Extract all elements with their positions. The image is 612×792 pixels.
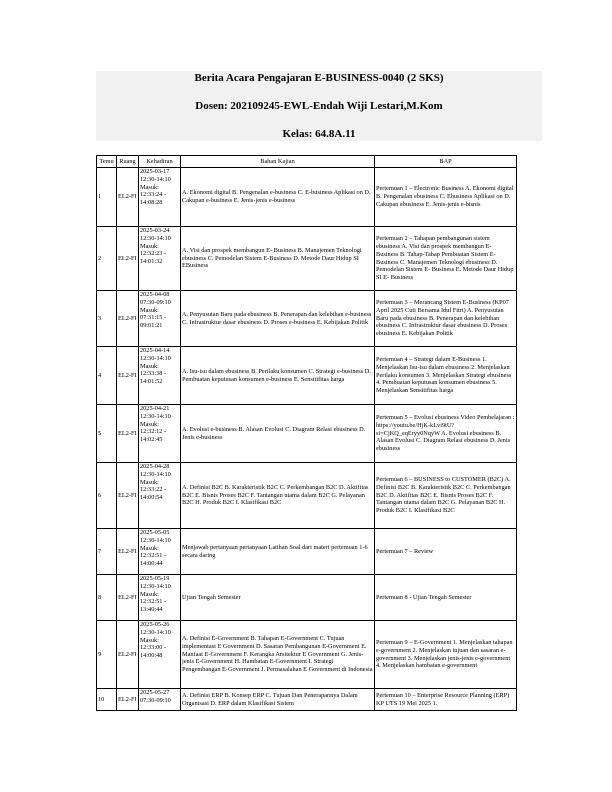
attendance-masuk-time: 12:33:00 - 14:00:48 bbox=[140, 644, 167, 660]
attendance-masuk-time: 12:32:51 - 14:00:44 bbox=[140, 552, 167, 568]
attendance-date: 2025-05-26 bbox=[140, 621, 170, 628]
document-title: Berita Acara Pengajaran E-BUSINESS-0040 (2 SKS) bbox=[194, 72, 444, 84]
attendance-date: 2025-04-08 bbox=[140, 291, 170, 298]
cell-attendance bbox=[139, 463, 181, 529]
table-header-row bbox=[97, 156, 517, 168]
attendance-masuk-label: Masuk: bbox=[140, 590, 159, 598]
attendance-date: 2025-05-19 bbox=[140, 575, 170, 582]
cell-room: EL2-FI bbox=[117, 575, 139, 621]
cell-room: EL2-FI bbox=[117, 529, 139, 575]
cell-meeting-number: 5 bbox=[97, 405, 117, 463]
table-row bbox=[97, 168, 517, 227]
cell-bap: Pertemuan 9 – E-Government 1. Menjelaskan tahapan e-government 2. Menjelaskan tujuan dan sasaran e-government 3. Menjelaskan jenis-jenis e-government 4. Menjelaskan hambatan e-government bbox=[375, 621, 517, 689]
attendance-schedule: 07:30-09:10 bbox=[140, 298, 171, 306]
cell-study-material: A. Definisi ERP B. Konsep ERP C. Tujuan Dan Penerapannya Dalam Organisasi D. ERP dalam Klasifikasi Sistem bbox=[181, 689, 375, 711]
attendance-masuk-time: 07:31:15 - 09:01:21 bbox=[140, 314, 167, 330]
attendance-masuk-time: 12:32:51 - 13:40:44 bbox=[140, 598, 167, 614]
cell-bap: Pertemuan 3 – Merancang Sistem E-Business (KP07 April 2025 Cuti Bersama Idul Fitri) A. Penyusutan Baru pada ebusiness B. Penerapan dan kelebihan ebusiness C. Infrastruktur dasar ebusiness D. Proses ebusiness E. Kebijakan Politik bbox=[375, 291, 517, 347]
attendance-masuk-label: Masuk: bbox=[140, 362, 159, 370]
table-row bbox=[97, 347, 517, 405]
table-row bbox=[97, 405, 517, 463]
cell-meeting-number: 9 bbox=[97, 621, 117, 689]
attendance-masuk-label: Masuk: bbox=[140, 183, 159, 191]
table-row bbox=[97, 463, 517, 529]
cell-meeting-number: 4 bbox=[97, 347, 117, 405]
cell-bap: Pertemuan 5 – Evolusi ebusiness Video Pembelajaran : https://youtu.be/HjK-kLvi9tU?si=CjKQ_eqEryy0NqyW A. Evolusi ebusiness B. Alasan Evolusi C. Diagram Relasi ebusiness D. Jenis ebusiness bbox=[375, 405, 517, 463]
attendance-masuk-label: Masuk: bbox=[140, 242, 159, 250]
cell-meeting-number: 3 bbox=[97, 291, 117, 347]
cell-meeting-number: 7 bbox=[97, 529, 117, 575]
cell-meeting-number: 2 bbox=[97, 227, 117, 291]
cell-attendance bbox=[139, 689, 181, 711]
attendance-schedule: 12:30-14:10 bbox=[140, 412, 171, 420]
cell-room: EL2-FI bbox=[117, 405, 139, 463]
cell-meeting-number: 1 bbox=[97, 168, 117, 227]
cell-bap: Pertemuan 2 – Tahapan pembangunan sistem ebusiness A. Visi dan prospek membangun E- Business B. Tahap-Tahap Pembuatan Sistem E-Business C. Manajemen Teknologi ebusiness D. Pemodelan Sistem E- Business E. Metode Daur Hidup SI E- Business bbox=[375, 227, 517, 291]
cell-attendance bbox=[139, 291, 181, 347]
cell-study-material: A. Ekonomi digital B. Pengenalan e-business C. E-business Aplikasi on D. Cakupan e-business E. Jenis-jenis e-business bbox=[181, 168, 375, 227]
attendance-date: 2025-05-27 bbox=[140, 689, 170, 696]
cell-bap: Pertemuan 6 – BUSINESS to CUSTOMER (B2C) A. Definisi B2C B. Karakteristik B2C C. Perkembangan B2C D. Aktifitas B2C E. Bisnis Proses B2C F. Tantangan utama dalam B2C G. Pelayanan B2C H. Produk B2C I. Klasifikasi B2C bbox=[375, 463, 517, 529]
table-row bbox=[97, 227, 517, 291]
column-header-ruang: Ruang bbox=[117, 156, 139, 168]
teaching-record-table bbox=[96, 155, 517, 711]
attendance-masuk-time: 12:32:12 - 14:02:45 bbox=[140, 428, 167, 444]
attendance-schedule: 07:30-09:10 bbox=[140, 696, 171, 704]
attendance-schedule: 12:30-14:10 bbox=[140, 628, 171, 636]
cell-room: EL2-FI bbox=[117, 621, 139, 689]
cell-study-material: Menjawab pertanyaan pertanyaan Latihan Soal dari materi pertemuan 1-6 secara daring bbox=[181, 529, 375, 575]
attendance-masuk-label: Masuk: bbox=[140, 636, 159, 644]
cell-bap: Pertemuan 7 – Review bbox=[375, 529, 517, 575]
cell-study-material: A. Definisi B2C B. Karakteristik B2C C. Perkembangan B2C D. Aktifitas B2C E. Bisnis Proses B2C F. Tantangan utama dalam B2C G. Pelayanan B2C H. Produk B2C I. Klasifikasi B2C bbox=[181, 463, 375, 529]
attendance-date: 2025-03-17 bbox=[140, 168, 170, 175]
table-row bbox=[97, 291, 517, 347]
cell-attendance bbox=[139, 529, 181, 575]
cell-meeting-number: 8 bbox=[97, 575, 117, 621]
attendance-schedule: 12:30-14:10 bbox=[140, 234, 171, 242]
cell-room: EL2-FI bbox=[117, 689, 139, 711]
cell-bap: Pertemuan 1 – Electronic Business A. Ekonomi digital B. Pengenalan ebusiness C. Ebusiness Aplikasi on D. Cakupan ebusiness E. Jenis-jenis e-bisnis bbox=[375, 168, 517, 227]
cell-study-material: A. Definisi E-Government B. Tahapan E-Government C. Tujuan implementasi E Government D. Sasaran Pembangunan E-Government E. Manfaat E-Government F. Kerangka Arsitektur E Government G. Jenis-jenis E-Government H. Hambatan E-Government I. Strategi Pengembangan E-Government J. Permasalahan E Government di Indonesia bbox=[181, 621, 375, 689]
column-header-kehadiran: Kehadiran bbox=[139, 156, 181, 168]
table-row bbox=[97, 689, 517, 711]
cell-room: EL2-FI bbox=[117, 463, 139, 529]
attendance-date: 2025-04-14 bbox=[140, 347, 170, 354]
attendance-date: 2025-04-21 bbox=[140, 405, 170, 412]
cell-study-material: A. Visi dan prospek membangun E- Business B. Manajemen Teknologi ebusiness C. Pemodelan Sistem E-Business D. Metode Daur Hidup SI EBusiness bbox=[181, 227, 375, 291]
attendance-date: 2025-05-05 bbox=[140, 529, 170, 536]
attendance-date: 2025-03-24 bbox=[140, 227, 170, 234]
column-header-temu: Temu bbox=[97, 156, 117, 168]
attendance-masuk-time: 12:32:23 - 14:01:32 bbox=[140, 250, 167, 266]
attendance-masuk-label: Masuk: bbox=[140, 420, 159, 428]
attendance-schedule: 12:30-14:10 bbox=[140, 175, 171, 183]
cell-bap: Pertemuan 10 – Enterprise Resource Planning (ERP) KP UTS 19 Mei 2025 1. bbox=[375, 689, 517, 711]
attendance-schedule: 12:30-14:10 bbox=[140, 582, 171, 590]
lecturer-line: Dosen: 202109245-EWL-Endah Wiji Lestari,M.Kom bbox=[195, 100, 443, 112]
column-header-bap: BAP bbox=[375, 156, 517, 168]
cell-attendance bbox=[139, 405, 181, 463]
attendance-schedule: 12:30-14:10 bbox=[140, 536, 171, 544]
cell-meeting-number: 10 bbox=[97, 689, 117, 711]
attendance-date: 2025-04-28 bbox=[140, 463, 170, 470]
table-row bbox=[97, 621, 517, 689]
cell-attendance bbox=[139, 227, 181, 291]
cell-study-material: A. Isu-isu dalam ebusiness B. Perilaku konsumen C. Strategi e-business D. Pembuatan keputusan konsumen e-business E. Sensitifitas harga bbox=[181, 347, 375, 405]
cell-attendance bbox=[139, 347, 181, 405]
cell-attendance bbox=[139, 575, 181, 621]
attendance-masuk-label: Masuk: bbox=[140, 306, 159, 314]
attendance-masuk-time: 12:33:22 - 14:00:54 bbox=[140, 486, 167, 502]
table-row bbox=[97, 529, 517, 575]
cell-attendance bbox=[139, 168, 181, 227]
cell-study-material: Ujian Tengah Semester bbox=[181, 575, 375, 621]
class-line: Kelas: 64.8A.11 bbox=[282, 128, 356, 140]
attendance-schedule: 12:30-14:10 bbox=[140, 470, 171, 478]
attendance-masuk-time: 12:33:38 - 14:01:52 bbox=[140, 370, 167, 386]
attendance-masuk-label: Masuk: bbox=[140, 544, 159, 552]
cell-meeting-number: 6 bbox=[97, 463, 117, 529]
cell-bap: Pertemuan 8 - Ujian Tengah Semester bbox=[375, 575, 517, 621]
cell-room: EL2-FI bbox=[117, 227, 139, 291]
attendance-masuk-label: Masuk: bbox=[140, 478, 159, 486]
attendance-schedule: 12:30-14:10 bbox=[140, 354, 171, 362]
cell-room: EL2-FI bbox=[117, 347, 139, 405]
cell-room: EL2-FI bbox=[117, 291, 139, 347]
table-row bbox=[97, 575, 517, 621]
cell-bap: Pertemuan 4 – Strategi dalam E-Business 1. Menjelaskan Isu-isu dalam ebusiness 2. Menjelaskan Perilaku konsumen 3. Menjelaskan Strategi ebusiness 4. Pembuatan keputusan konsumen ebusiness 5. Menjelaskan Sensitifitas harga bbox=[375, 347, 517, 405]
cell-attendance bbox=[139, 621, 181, 689]
cell-room: EL2-FI bbox=[117, 168, 139, 227]
cell-study-material: A. Penyusutan Baru pada ebusiness B. Penerapan dan kelebihan e-business C. Infrastruktur dasar ebusiness D. Proses e-business E. Kebijakan Politik bbox=[181, 291, 375, 347]
column-header-bahan-kajian: Bahan Kajian bbox=[181, 156, 375, 168]
attendance-masuk-time: 12:33:24 - 14:08:28 bbox=[140, 191, 167, 207]
cell-study-material: A. Evolusi e-business B. Alasan Evolusi C. Diagram Relasi ebusiness D. Jenis e-business bbox=[181, 405, 375, 463]
